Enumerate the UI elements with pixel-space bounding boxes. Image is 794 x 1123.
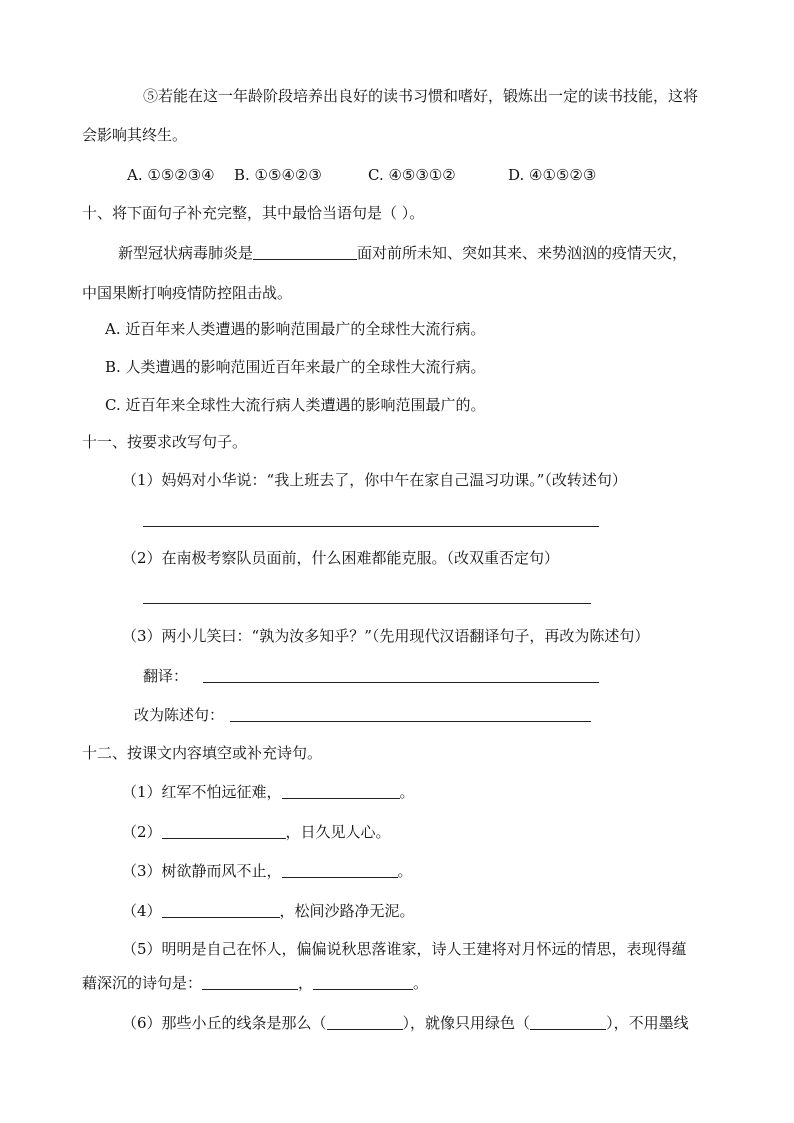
q12-item6-mid: ），就像只用绿色（	[402, 1014, 531, 1032]
q12-item1-prefix: （1）红军不怕远征难，	[122, 783, 282, 801]
q10-option-b: B. 人类遭遇的影响范围近百年来最广的全球性大流行病。	[105, 358, 486, 376]
q11-translate-label: 翻译：	[143, 667, 189, 685]
q12-item5-end: 。	[413, 974, 429, 992]
q12-item2-suffix: ，日久见人心。	[285, 823, 391, 841]
q12-item1-blank[interactable]	[282, 797, 400, 799]
q12-item5-line2-prefix: 藉深沉的诗句是：	[82, 974, 203, 992]
q12-item5-blank-1[interactable]	[202, 988, 298, 990]
q12-item5-comma: ，	[298, 974, 314, 992]
q12-title: 十二、按课文内容填空或补充诗句。	[82, 744, 323, 762]
q10-option-c: C. 近百年来全球性大流行病人类遭遇的影响范围最广的。	[105, 396, 486, 414]
q12-item4-blank[interactable]	[162, 916, 280, 918]
q12-item5-line1: （5）明明是自己在怀人，偏偏说秋思落谁家，诗人王建将对月怀远的情思，表现得蕴	[122, 940, 687, 958]
q12-item3-blank[interactable]	[282, 876, 398, 878]
q11-translate-answer-line[interactable]	[203, 682, 599, 683]
q10-sentence-line1	[118, 246, 687, 261]
q9-option-b: B. ①⑤④②③	[234, 166, 322, 184]
q12-item6-prefix: （6）那些小丘的线条是那么（	[122, 1014, 327, 1032]
q12-item6	[122, 1016, 689, 1031]
q11-declarative-label: 改为陈述句：	[134, 706, 225, 724]
q12-item2	[122, 825, 391, 840]
q12-item1	[122, 785, 415, 800]
q10-sentence-line2: 中国果断打响疫情防控阻击战。	[82, 284, 293, 302]
q10-sentence-part2: 面对前所未知、突如其来、来势汹汹的疫情天灾，	[357, 244, 688, 262]
q12-item4-prefix: （4）	[122, 902, 162, 920]
q11-declarative-answer-line[interactable]	[230, 721, 591, 722]
q11-title: 十一、按要求改写句子。	[82, 433, 248, 451]
q11-item2: （2）在南极考察队员面前，什么困难都能克服。（改双重否定句）	[122, 549, 560, 567]
q9-option-a: A. ①⑤②③④	[127, 166, 215, 184]
q10-title: 十、将下面句子补充完整，其中最恰当语句是（ ）。	[82, 204, 425, 222]
q12-item5-line2	[82, 976, 428, 991]
q9-item5-line2: 会影响其终生。	[82, 126, 188, 144]
q11-item1-answer-line[interactable]	[143, 526, 599, 527]
q12-item4-suffix: ，松间沙路净无泥。	[279, 902, 415, 920]
q12-item6-blank-2[interactable]	[530, 1028, 606, 1030]
q12-item6-blank-1[interactable]	[327, 1028, 403, 1030]
q11-item3: （3）两小儿笑曰：“孰为汝多知乎？”（先用现代汉语翻译句子，再改为陈述句）	[122, 627, 650, 645]
q12-item3-suffix: 。	[397, 862, 413, 880]
q12-item2-blank[interactable]	[162, 837, 286, 839]
q12-item4	[122, 904, 415, 919]
q12-item3	[122, 864, 413, 879]
q10-fill-blank[interactable]	[253, 258, 357, 260]
q12-item6-suffix: ），不用墨线	[606, 1014, 689, 1032]
q10-sentence-part1: 新型冠状病毒肺炎是	[118, 244, 254, 262]
q9-item5-line1: ⑤若能在这一年龄阶段培养出良好的读书习惯和嗜好，锻炼出一定的读书技能，这将	[143, 87, 699, 105]
q11-item1: （1）妈妈对小华说：“我上班去了，你中午在家自己温习功课。”（改转述句）	[122, 471, 627, 489]
q11-item2-answer-line[interactable]	[143, 603, 591, 604]
q9-option-d: D. ④①⑤②③	[508, 166, 597, 184]
q12-item2-prefix: （2）	[122, 823, 162, 841]
q12-item5-blank-2[interactable]	[313, 988, 413, 990]
q12-item1-suffix: 。	[399, 783, 415, 801]
q10-option-a: A. 近百年来人类遭遇的影响范围最广的全球性大流行病。	[105, 320, 486, 338]
q12-item3-prefix: （3）树欲静而风不止，	[122, 862, 282, 880]
q9-option-c: C. ④⑤③①②	[368, 166, 456, 184]
